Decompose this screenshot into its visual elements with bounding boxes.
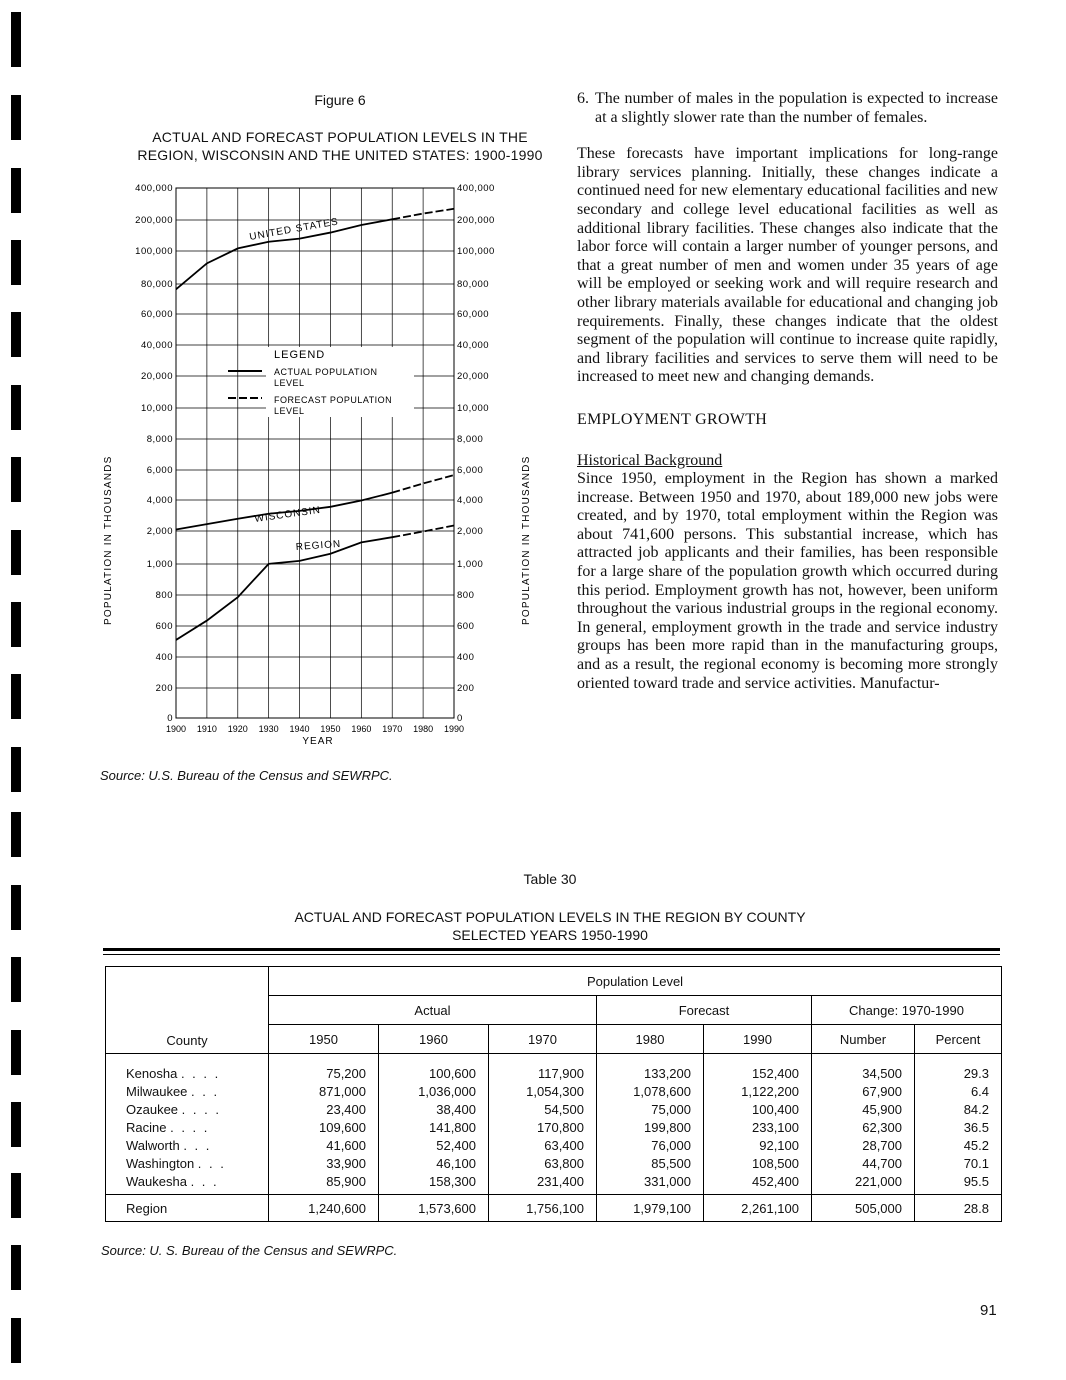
header-1980: 1980 (597, 1025, 704, 1054)
cell-1960: 38,400 (379, 1100, 489, 1118)
y-tick-label-left: 4,000 (146, 495, 173, 506)
y-tick-label-right: 400 (457, 652, 475, 663)
y-tick-label-right: 100,000 (457, 246, 495, 257)
y-tick-label-right: 4,000 (457, 495, 484, 506)
y-tick-label-left: 200 (155, 683, 173, 694)
leader-dots: . . . (190, 1173, 219, 1189)
x-tick-label: 1920 (227, 724, 248, 734)
chart-grid (176, 188, 454, 718)
cell-1980: 85,500 (597, 1154, 704, 1172)
cell-number: 505,000 (812, 1195, 915, 1222)
cell-1990: 2,261,100 (704, 1195, 812, 1222)
cell-1970: 170,800 (489, 1118, 597, 1136)
cell-county (106, 1118, 269, 1136)
cell-number: 28,700 (812, 1136, 915, 1154)
binder-mark (11, 168, 21, 213)
leader-dots: . . . . (181, 1101, 221, 1117)
table-title-line: ACTUAL AND FORECAST POPULATION LEVELS IN THE REGION BY COUNTY (294, 909, 806, 925)
cell-1960: 1,573,600 (379, 1195, 489, 1222)
list-number: 6. (577, 90, 589, 107)
binder-mark (11, 957, 21, 1002)
binder-mark (11, 95, 21, 140)
y-tick-label-right: 0 (457, 713, 463, 724)
county-name: Milwaukee (126, 1083, 188, 1099)
cell-1960: 46,100 (379, 1154, 489, 1172)
header-percent: Percent (915, 1025, 1002, 1054)
x-tick-label: 1980 (413, 724, 434, 734)
cell-1950: 23,400 (269, 1100, 379, 1118)
cell-percent: 36.5 (915, 1118, 1002, 1136)
header-number: Number (812, 1025, 915, 1054)
binder-mark (11, 747, 21, 792)
y-tick-label-right: 20,000 (457, 371, 490, 382)
y-tick-label-right: 40,000 (457, 340, 490, 351)
leader-dots: . . . . (170, 1119, 210, 1135)
legend-title: LEGEND (274, 349, 326, 361)
cell-county (106, 1100, 269, 1118)
y-tick-label-left: 400 (155, 652, 173, 663)
cell-1950: 85,900 (269, 1172, 379, 1195)
legend-label: ACTUAL POPULATION (274, 367, 378, 377)
cell-county (106, 1082, 269, 1100)
cell-1990: 100,400 (704, 1100, 812, 1118)
leader-dots: . . . . (180, 1065, 221, 1081)
cell-1950: 871,000 (269, 1082, 379, 1100)
table-title (0, 908, 1066, 944)
table-row (106, 1118, 1002, 1136)
cell-1990: 92,100 (704, 1136, 812, 1154)
cell-county (106, 1154, 269, 1172)
x-tick-label: 1940 (289, 724, 310, 734)
header-actual: Actual (269, 996, 597, 1025)
binder-mark (11, 1318, 21, 1363)
cell-number: 34,500 (812, 1054, 915, 1083)
table-row (106, 1054, 1002, 1083)
binder-mark (11, 1245, 21, 1290)
table-total (106, 1195, 1002, 1222)
x-tick-label: 1970 (382, 724, 403, 734)
cell-1950: 1,240,600 (269, 1195, 379, 1222)
x-tick-label: 1960 (351, 724, 372, 734)
legend-label: LEVEL (274, 378, 305, 388)
figure-title-line: REGION, WISCONSIN AND THE UNITED STATES: 1900-1990 (137, 147, 543, 163)
cell-1990: 1,122,200 (704, 1082, 812, 1100)
y-tick-label-right: 400,000 (457, 183, 495, 194)
y-tick-label-right: 6,000 (457, 465, 484, 476)
y-tick-label-right: 200,000 (457, 215, 495, 226)
county-name: Racine (126, 1119, 167, 1135)
table-title-line: SELECTED YEARS 1950-1990 (452, 927, 648, 943)
cell-county: Region (106, 1195, 269, 1222)
x-tick-label: 1930 (258, 724, 279, 734)
y-tick-label-left: 20,000 (140, 371, 173, 382)
cell-1960: 100,600 (379, 1054, 489, 1083)
cell-1980: 1,979,100 (597, 1195, 704, 1222)
y-tick-label-left: 6,000 (146, 465, 173, 476)
leader-dots: . . . (191, 1083, 220, 1099)
y-tick-label-left: 100,000 (135, 246, 173, 257)
cell-1970: 117,900 (489, 1054, 597, 1083)
cell-percent: 95.5 (915, 1172, 1002, 1195)
y-tick-label-left: 40,000 (140, 340, 173, 351)
binder-mark (11, 602, 21, 647)
y-axis-title-right: POPULATION IN THOUSANDS (521, 455, 532, 625)
y-tick-label-right: 2,000 (457, 526, 484, 537)
leader-dots: . . . (197, 1155, 226, 1171)
header-change: Change: 1970-1990 (812, 996, 1002, 1025)
cell-1970: 231,400 (489, 1172, 597, 1195)
cell-1970: 1,054,300 (489, 1082, 597, 1100)
y-tick-label-left: 1,000 (146, 559, 173, 570)
table-row (106, 1100, 1002, 1118)
population-chart (90, 172, 540, 754)
table-row-total (106, 1195, 1002, 1222)
header-population-level: Population Level (269, 967, 1002, 996)
series-label-wisconsin: WISCONSIN (253, 504, 322, 525)
cell-percent: 84.2 (915, 1100, 1002, 1118)
y-tick-label-right: 800 (457, 590, 475, 601)
cell-county (106, 1136, 269, 1154)
cell-percent: 29.3 (915, 1054, 1002, 1083)
county-name: Ozaukee (126, 1101, 179, 1117)
paragraph-forecasts: These forecasts have important implications for long-range library services planning. Initially, these changes indicate a continued need for new elementary educational facilities and new secondary and college level educational facilities as well as additional library facilities. These changes also indicate that the labor force will contain a larger number of younger persons, and that a great number of men and women under 35 years of age will be employed or seeking work and will require research and other library materials available for educational and changing job requirements. Finally, these changes indicate that the oldest segment of the population will continue to increase quite rapidly, and library facilities and services to serve them will need to be increased to meet new and changing demands. (577, 145, 998, 386)
cell-1950: 109,600 (269, 1118, 379, 1136)
cell-1950: 41,600 (269, 1136, 379, 1154)
y-tick-label-right: 8,000 (457, 434, 484, 445)
cell-percent: 70.1 (915, 1154, 1002, 1172)
county-name: Walworth (126, 1137, 180, 1153)
table-row (106, 1136, 1002, 1154)
section-heading: EMPLOYMENT GROWTH (577, 410, 768, 428)
list-item-6 (577, 90, 998, 127)
y-tick-label-left: 400,000 (135, 183, 173, 194)
y-tick-label-right: 600 (457, 621, 475, 632)
list-text: The number of males in the population is expected to increase at a slightly slower rate than the number of females. (595, 90, 998, 126)
cell-1990: 233,100 (704, 1118, 812, 1136)
cell-1980: 133,200 (597, 1054, 704, 1083)
binder-mark (11, 1030, 21, 1075)
y-tick-label-left: 0 (167, 713, 173, 724)
header-1990: 1990 (704, 1025, 812, 1054)
y-axis-title-left: POPULATION IN THOUSANDS (103, 455, 114, 625)
cell-percent: 28.8 (915, 1195, 1002, 1222)
table-source: Source: U. S. Bureau of the Census and SEWRPC. (101, 1243, 398, 1258)
table-rule (103, 954, 1000, 955)
cell-1970: 63,800 (489, 1154, 597, 1172)
cell-1980: 76,000 (597, 1136, 704, 1154)
cell-number: 62,300 (812, 1118, 915, 1136)
y-tick-label-right: 80,000 (457, 279, 490, 290)
header-1970: 1970 (489, 1025, 597, 1054)
binder-mark (11, 385, 21, 430)
y-tick-label-left: 8,000 (146, 434, 173, 445)
y-tick-label-left: 60,000 (140, 309, 173, 320)
cell-number: 221,000 (812, 1172, 915, 1195)
population-table (105, 966, 1002, 1222)
page-number: 91 (980, 1302, 997, 1319)
chart-frame (176, 188, 454, 718)
x-tick-label: 1950 (320, 724, 341, 734)
figure-title (100, 128, 580, 164)
chart-ticks (135, 183, 495, 734)
county-name: Washington (126, 1155, 195, 1171)
series-label-us: UNITED STATES (248, 216, 340, 243)
cell-1980: 1,078,600 (597, 1082, 704, 1100)
y-tick-label-right: 200 (457, 683, 475, 694)
table-row (106, 1154, 1002, 1172)
cell-1950: 33,900 (269, 1154, 379, 1172)
table-row (106, 1082, 1002, 1100)
cell-1960: 141,800 (379, 1118, 489, 1136)
series-line-actual (176, 537, 392, 640)
series-label-region: REGION (295, 538, 342, 553)
header-forecast: Forecast (597, 996, 812, 1025)
table-body (106, 1054, 1002, 1195)
cell-county (106, 1054, 269, 1083)
cell-1960: 1,036,000 (379, 1082, 489, 1100)
cell-number: 45,900 (812, 1100, 915, 1118)
y-tick-label-left: 10,000 (140, 403, 173, 414)
binder-mark (11, 457, 21, 502)
binder-mark (11, 674, 21, 719)
cell-1950: 75,200 (269, 1054, 379, 1083)
county-name: Waukesha (126, 1173, 187, 1189)
cell-1970: 1,756,100 (489, 1195, 597, 1222)
cell-1990: 108,500 (704, 1154, 812, 1172)
cell-county (106, 1172, 269, 1195)
legend-label: FORECAST POPULATION (274, 395, 393, 405)
legend-label: LEVEL (274, 406, 305, 416)
y-tick-label-left: 600 (155, 621, 173, 632)
binder-mark (11, 12, 21, 67)
y-tick-label-right: 60,000 (457, 309, 490, 320)
y-tick-label-left: 200,000 (135, 215, 173, 226)
cell-1970: 54,500 (489, 1100, 597, 1118)
header-1960: 1960 (379, 1025, 489, 1054)
county-name: Kenosha (126, 1065, 178, 1081)
cell-1960: 52,400 (379, 1136, 489, 1154)
table-row (106, 1172, 1002, 1195)
binder-mark (11, 1173, 21, 1218)
table-rule (103, 948, 1000, 951)
table-caption: Table 30 (523, 871, 577, 887)
y-tick-label-left: 2,000 (146, 526, 173, 537)
header-1950: 1950 (269, 1025, 379, 1054)
cell-1980: 199,800 (597, 1118, 704, 1136)
cell-1980: 75,000 (597, 1100, 704, 1118)
x-tick-label: 1990 (443, 724, 465, 734)
binder-mark (11, 312, 21, 357)
y-tick-label-right: 1,000 (457, 559, 484, 570)
y-tick-label-left: 800 (155, 590, 173, 601)
right-column (577, 90, 998, 693)
figure-caption: Figure 6 (314, 92, 366, 108)
cell-1970: 63,400 (489, 1136, 597, 1154)
cell-number: 44,700 (812, 1154, 915, 1172)
subsection-heading: Historical Background (577, 451, 723, 469)
binder-mark (11, 530, 21, 575)
x-tick-label: 1900 (165, 724, 187, 734)
header-county: County (166, 1033, 208, 1048)
cell-percent: 45.2 (915, 1136, 1002, 1154)
binder-mark (11, 812, 21, 857)
figure-source: Source: U.S. Bureau of the Census and SEWRPC. (100, 768, 393, 783)
x-tick-label: 1910 (196, 724, 217, 734)
y-tick-label-right: 10,000 (457, 403, 490, 414)
cell-1990: 452,400 (704, 1172, 812, 1195)
x-axis-title: YEAR (302, 736, 334, 747)
chart-legend (228, 347, 414, 417)
paragraph-employment: Since 1950, employment in the Region has shown a marked increase. Between 1950 and 1970, about 189,000 new jobs were created, and by 1970, total employment within the Region was about 741,600 persons. This substantial increase, which has attracted job applicants and their families, has been responsible for a large share of the population growth which occurred during this period. Employment growth has not, however, been uniform throughout the various industrial groups in the regional economy. In general, employment growth in the trade and service industry groups has been more rapid than in the manufacturing groups, and as a result, the regional economy is becoming more strongly oriented toward trade and service activities. Manufactur- (577, 470, 998, 692)
cell-percent: 6.4 (915, 1082, 1002, 1100)
header-county-cell (106, 967, 269, 1054)
cell-1980: 331,000 (597, 1172, 704, 1195)
binder-mark (11, 1102, 21, 1147)
chart-series (176, 209, 454, 640)
cell-number: 67,900 (812, 1082, 915, 1100)
cell-1960: 158,300 (379, 1172, 489, 1195)
y-tick-label-left: 80,000 (140, 279, 173, 290)
leader-dots: . . . (183, 1137, 212, 1153)
figure-title-line: ACTUAL AND FORECAST POPULATION LEVELS IN THE (152, 129, 528, 145)
cell-1990: 152,400 (704, 1054, 812, 1083)
binder-mark (11, 240, 21, 285)
